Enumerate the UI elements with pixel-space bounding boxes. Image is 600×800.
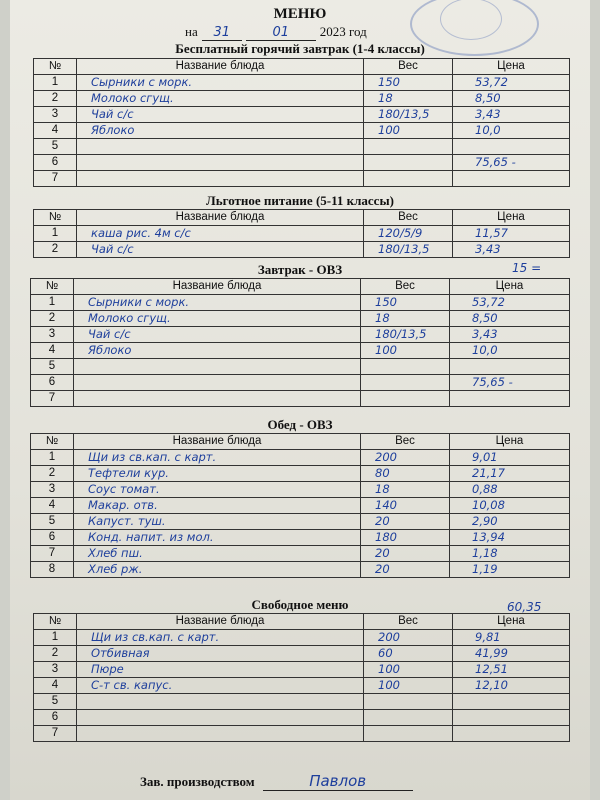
table-row (34, 107, 570, 123)
dish-weight: 100 (361, 343, 450, 359)
row-number: 1 (31, 295, 74, 311)
dish-name: Чай с/с (74, 327, 361, 343)
dish-weight: 20 (361, 562, 450, 578)
dish-price: 1,18 (450, 546, 570, 562)
table-row (34, 630, 570, 646)
section-title-ovz-breakfast: Завтрак - ОВЗ (257, 262, 343, 277)
table-row (31, 311, 570, 327)
col-header-price: Цена (450, 434, 570, 450)
row-number: 1 (34, 226, 77, 242)
dish-name: Пюре (77, 662, 364, 678)
date-line (185, 24, 367, 41)
dish-name: Сырники с морк. (77, 75, 364, 91)
dish-price: 9,01 (450, 450, 570, 466)
dish-name: Щи из св.кап. с карт. (77, 630, 364, 646)
dish-name: Отбивная (77, 646, 364, 662)
date-year: 2023 год (319, 24, 367, 39)
row-number: 4 (31, 343, 74, 359)
table-row (31, 530, 570, 546)
dish-weight: 60 (364, 646, 453, 662)
dish-name: Молоко сгущ. (77, 91, 364, 107)
dish-name (74, 375, 361, 391)
row-number: 1 (34, 630, 77, 646)
dish-price: 3,43 (453, 107, 570, 123)
dish-price (450, 359, 570, 375)
row-number: 2 (31, 311, 74, 327)
table-header-row (34, 59, 570, 75)
dish-name: Яблоко (77, 123, 364, 139)
table-header-row (34, 614, 570, 630)
dish-name: Соус томат. (74, 482, 361, 498)
dish-weight: 18 (361, 311, 450, 327)
table-row (34, 646, 570, 662)
dish-weight: 140 (361, 498, 450, 514)
dish-weight: 150 (364, 75, 453, 91)
lunch-total-note: 60,35 (507, 600, 542, 614)
table-free-menu (33, 613, 570, 742)
table-row (31, 498, 570, 514)
dish-price: 8,50 (453, 91, 570, 107)
table-header-row (31, 434, 570, 450)
dish-name: Тефтели кур. (74, 466, 361, 482)
row-number: 4 (34, 123, 77, 139)
col-header-num: № (31, 279, 74, 295)
table-row (34, 678, 570, 694)
section-title-free-breakfast: Бесплатный горячий завтрак (1-4 классы) (175, 41, 425, 56)
table-row (34, 694, 570, 710)
dish-weight: 150 (361, 295, 450, 311)
dish-price: 12,10 (453, 678, 570, 694)
col-header-price: Цена (453, 210, 570, 226)
dish-price (453, 726, 570, 742)
table-row (31, 466, 570, 482)
col-header-weight: Вес (361, 279, 450, 295)
dish-price: 3,43 (450, 327, 570, 343)
col-header-weight: Вес (364, 210, 453, 226)
col-header-price: Цена (450, 279, 570, 295)
table-free-breakfast (33, 58, 570, 187)
dish-weight (364, 726, 453, 742)
table-row (34, 75, 570, 91)
row-number: 5 (31, 359, 74, 375)
table-row (31, 391, 570, 407)
row-number: 6 (31, 375, 74, 391)
dish-weight (361, 391, 450, 407)
row-number: 3 (31, 482, 74, 498)
section-title-subsidized: Льготное питание (5-11 классы) (206, 193, 394, 208)
dish-weight: 180/13,5 (361, 327, 450, 343)
dish-weight: 100 (364, 678, 453, 694)
row-number: 7 (34, 726, 77, 742)
col-header-num: № (34, 614, 77, 630)
dish-price: 2,90 (450, 514, 570, 530)
dish-price: 53,72 (453, 75, 570, 91)
dish-weight (364, 710, 453, 726)
table-row (34, 91, 570, 107)
row-number: 4 (34, 678, 77, 694)
dish-price: 21,17 (450, 466, 570, 482)
dish-weight: 20 (361, 546, 450, 562)
dish-price: 41,99 (453, 646, 570, 662)
dish-weight: 200 (361, 450, 450, 466)
dish-name: Щи из св.кап. с карт. (74, 450, 361, 466)
table-ovz-lunch (30, 433, 570, 578)
table-row (31, 546, 570, 562)
table-row (34, 226, 570, 242)
row-number: 6 (34, 710, 77, 726)
dish-name: Макар. отв. (74, 498, 361, 514)
dish-price: 0,88 (450, 482, 570, 498)
dish-price (453, 139, 570, 155)
dish-name (77, 171, 364, 187)
col-header-price: Цена (453, 614, 570, 630)
table-row (34, 139, 570, 155)
dish-weight (364, 694, 453, 710)
row-number: 1 (31, 450, 74, 466)
dish-weight: 100 (364, 662, 453, 678)
dish-price: 10,0 (453, 123, 570, 139)
dish-name (74, 391, 361, 407)
dish-price: 75,65 - (450, 375, 570, 391)
col-header-weight: Вес (364, 59, 453, 75)
dish-price: 9,81 (453, 630, 570, 646)
signature: Павлов (263, 772, 413, 791)
col-header-name: Название блюда (77, 59, 364, 75)
row-number: 3 (34, 107, 77, 123)
row-number: 8 (31, 562, 74, 578)
date-month: 01 (246, 25, 316, 41)
dish-weight (361, 359, 450, 375)
dish-weight: 80 (361, 466, 450, 482)
dish-name (77, 726, 364, 742)
row-number: 7 (31, 546, 74, 562)
col-header-weight: Вес (361, 434, 450, 450)
dish-weight: 200 (364, 630, 453, 646)
row-number: 3 (31, 327, 74, 343)
row-number: 6 (31, 530, 74, 546)
row-number: 2 (34, 91, 77, 107)
dish-weight: 20 (361, 514, 450, 530)
dish-name (77, 710, 364, 726)
dish-name: Чай с/с (77, 242, 364, 258)
row-number: 4 (31, 498, 74, 514)
table-row (31, 450, 570, 466)
page-title: МЕНЮ (273, 6, 327, 22)
table-row (31, 295, 570, 311)
col-header-name: Название блюда (77, 614, 364, 630)
dish-name: Сырники с морк. (74, 295, 361, 311)
table-row (31, 482, 570, 498)
dish-name (77, 694, 364, 710)
dish-name (77, 139, 364, 155)
dish-weight: 100 (364, 123, 453, 139)
table-row (31, 514, 570, 530)
col-header-price: Цена (453, 59, 570, 75)
dish-weight: 180/13,5 (364, 107, 453, 123)
dish-price: 1,19 (450, 562, 570, 578)
dish-weight (361, 375, 450, 391)
row-number: 5 (31, 514, 74, 530)
dish-name: Конд. напит. из мол. (74, 530, 361, 546)
col-header-num: № (31, 434, 74, 450)
dish-price (453, 694, 570, 710)
date-day: 31 (202, 25, 242, 41)
dish-price: 11,57 (453, 226, 570, 242)
table-row (31, 327, 570, 343)
col-header-name: Название блюда (74, 434, 361, 450)
table-header-row (31, 279, 570, 295)
table-subsidized (33, 209, 570, 258)
dish-name: Чай с/с (77, 107, 364, 123)
dish-name: Хлеб пш. (74, 546, 361, 562)
dish-weight: 18 (364, 91, 453, 107)
table-ovz-breakfast (30, 278, 570, 407)
row-number: 7 (34, 171, 77, 187)
dish-price: 13,94 (450, 530, 570, 546)
col-header-weight: Вес (364, 614, 453, 630)
table-header-row (34, 210, 570, 226)
dish-weight: 180/13,5 (364, 242, 453, 258)
row-number: 3 (34, 662, 77, 678)
dish-name (74, 359, 361, 375)
dish-name: Капуст. туш. (74, 514, 361, 530)
col-header-num: № (34, 210, 77, 226)
dish-weight: 180 (361, 530, 450, 546)
row-number: 5 (34, 139, 77, 155)
dish-weight: 120/5/9 (364, 226, 453, 242)
col-header-num: № (34, 59, 77, 75)
table-row (34, 726, 570, 742)
dish-price (453, 710, 570, 726)
section-title-free-menu: Свободное меню (251, 597, 349, 612)
row-number: 7 (31, 391, 74, 407)
table-row (34, 710, 570, 726)
dish-price: 10,08 (450, 498, 570, 514)
dish-price (453, 171, 570, 187)
dish-price: 3,43 (453, 242, 570, 258)
table-row (31, 562, 570, 578)
date-prefix: на (185, 24, 198, 39)
dish-price: 8,50 (450, 311, 570, 327)
dish-name: каша рис. 4м с/с (77, 226, 364, 242)
dish-name: Яблоко (74, 343, 361, 359)
table-row (31, 343, 570, 359)
dish-name: С-т св. капус. (77, 678, 364, 694)
row-number: 2 (34, 242, 77, 258)
col-header-name: Название блюда (74, 279, 361, 295)
table-row (34, 662, 570, 678)
dish-weight: 18 (361, 482, 450, 498)
table-row (34, 171, 570, 187)
dish-price: 12,51 (453, 662, 570, 678)
dish-price: 53,72 (450, 295, 570, 311)
row-number: 1 (34, 75, 77, 91)
dish-weight (364, 155, 453, 171)
dish-price: 10,0 (450, 343, 570, 359)
dish-price (450, 391, 570, 407)
table-row (31, 375, 570, 391)
dish-name (77, 155, 364, 171)
dish-price: 75,65 - (453, 155, 570, 171)
row-number: 2 (31, 466, 74, 482)
table-row (34, 242, 570, 258)
footer (140, 772, 413, 791)
footer-label: Зав. производством (140, 774, 255, 789)
section-title-ovz-lunch: Обед - ОВЗ (267, 417, 333, 432)
dish-weight (364, 171, 453, 187)
table-row (34, 123, 570, 139)
row-number: 5 (34, 694, 77, 710)
table-row (34, 155, 570, 171)
row-number: 2 (34, 646, 77, 662)
col-header-name: Название блюда (77, 210, 364, 226)
dish-weight (364, 139, 453, 155)
dish-name: Хлеб рж. (74, 562, 361, 578)
table-row (31, 359, 570, 375)
row-number: 6 (34, 155, 77, 171)
dish-name: Молоко сгущ. (74, 311, 361, 327)
subsidized-note: 15 = (512, 261, 542, 275)
